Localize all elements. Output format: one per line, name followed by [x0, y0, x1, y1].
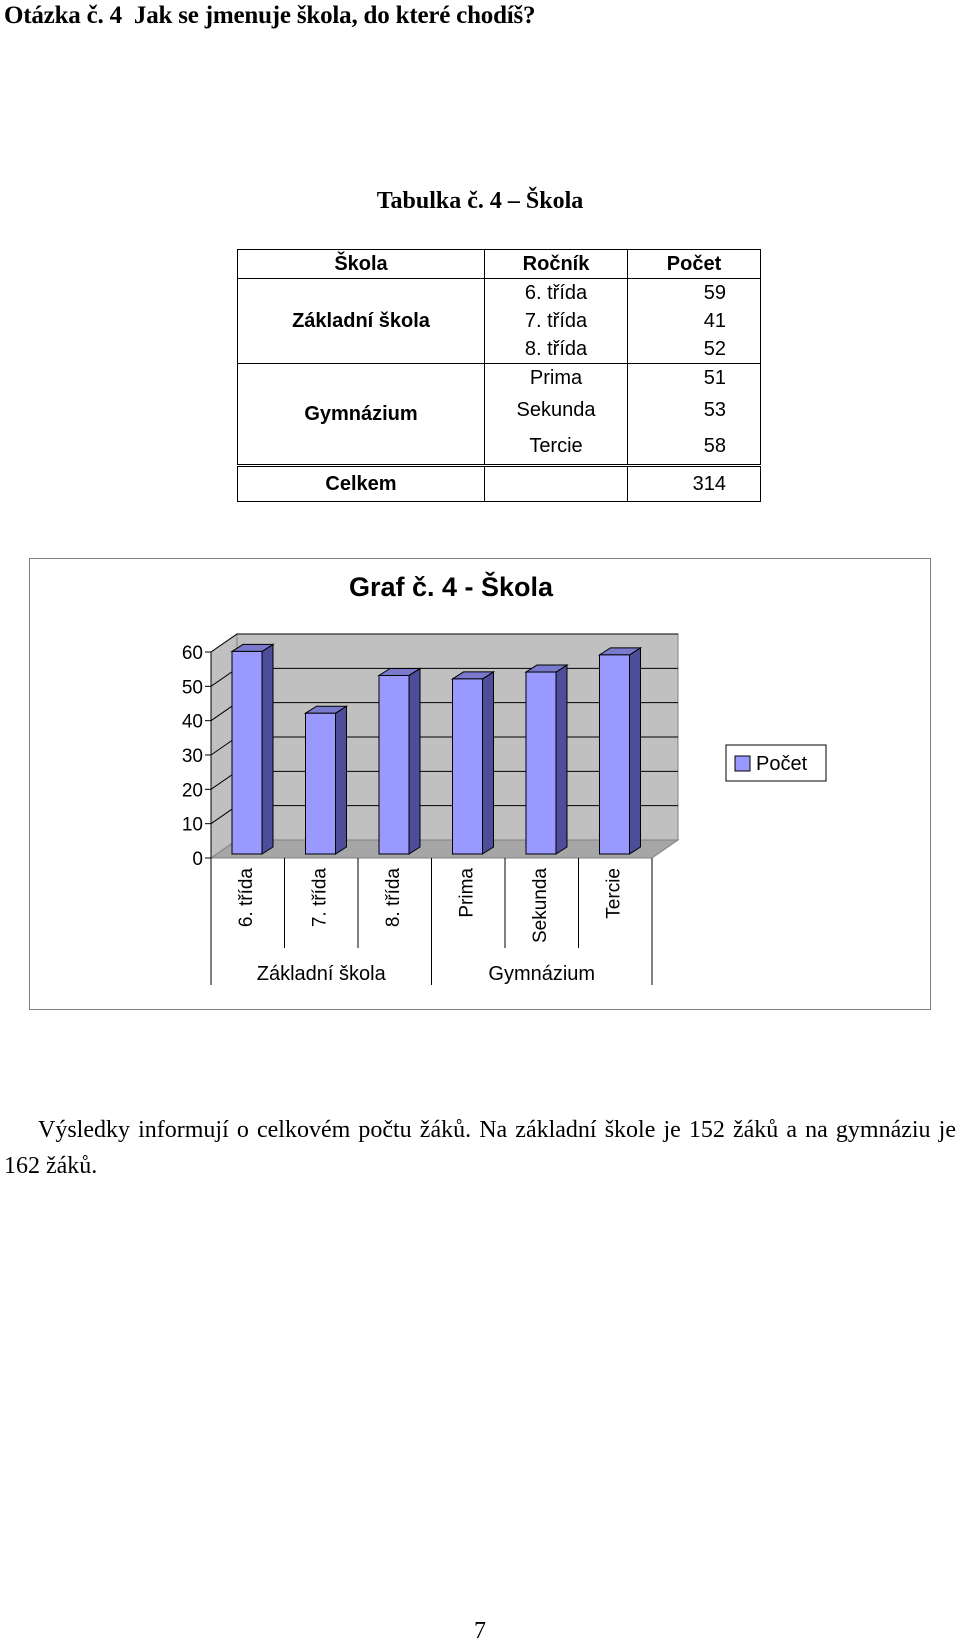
y-tick-label: 30 — [181, 746, 203, 767]
y-tick-label: 20 — [181, 780, 203, 802]
x-tick-label: 7. třída — [309, 868, 331, 928]
bar — [379, 675, 409, 854]
grade-cell: Prima — [485, 364, 628, 393]
bar-side — [262, 644, 273, 854]
bar-side — [409, 668, 420, 854]
count-cell: 51 — [628, 364, 761, 393]
y-tick-label: 40 — [181, 711, 203, 733]
x-tick-label: 6. třída — [235, 868, 257, 928]
bar — [306, 713, 336, 854]
bar-side — [336, 706, 347, 854]
y-tick-label: 10 — [181, 814, 203, 836]
page-number: 7 — [474, 1618, 486, 1644]
bar — [526, 672, 556, 854]
y-tick-label: 50 — [181, 677, 203, 699]
total-label: Celkem — [238, 466, 485, 502]
results-paragraph: Výsledky informují o celkovém počtu žáků. Na základní škole je 152 žáků a na gymnáziu je 162 žáků. — [4, 1117, 956, 1179]
group-zakladni: Základní škola — [238, 279, 485, 364]
bar — [232, 651, 262, 854]
x-tick-label: Tercie — [603, 868, 625, 919]
y-tick-label: 0 — [192, 849, 203, 870]
grade-cell: Sekunda — [485, 392, 628, 428]
grade-cell: 8. třída — [485, 335, 628, 364]
question-label: Otázka č. 4 — [4, 2, 122, 29]
grade-cell: 7. třída — [485, 307, 628, 335]
x-tick-label: Sekunda — [529, 868, 551, 944]
header-school: Škola — [238, 250, 485, 279]
total-value: 314 — [628, 466, 761, 502]
count-cell: 41 — [628, 307, 761, 335]
bar-side — [483, 672, 494, 854]
count-cell: 58 — [628, 428, 761, 466]
bar — [453, 679, 483, 854]
group-label: Gymnázium — [488, 963, 596, 985]
legend-label: Počet — [756, 753, 808, 775]
question-text: Jak se jmenuje škola, do které chodíš? — [133, 2, 536, 29]
grade-cell: 6. třída — [485, 279, 628, 308]
x-tick-label: 8. třída — [382, 868, 404, 928]
bar-side — [630, 648, 641, 854]
header-grade: Ročník — [485, 250, 628, 279]
grade-cell: Tercie — [485, 428, 628, 466]
bar-side — [556, 665, 567, 854]
table-caption: Tabulka č. 4 – Škola — [376, 188, 584, 214]
header-count: Počet — [628, 250, 761, 279]
chart-title: Graf č. 4 - Škola — [348, 572, 554, 602]
x-tick-label: Prima — [456, 868, 478, 918]
legend-swatch — [735, 756, 750, 771]
y-tick-label: 60 — [181, 643, 203, 664]
group-gymnazium: Gymnázium — [238, 364, 485, 466]
count-cell: 52 — [628, 335, 761, 364]
count-cell: 53 — [628, 392, 761, 428]
group-label: Základní škola — [256, 963, 386, 985]
count-cell: 59 — [628, 279, 761, 308]
bar — [600, 655, 630, 854]
